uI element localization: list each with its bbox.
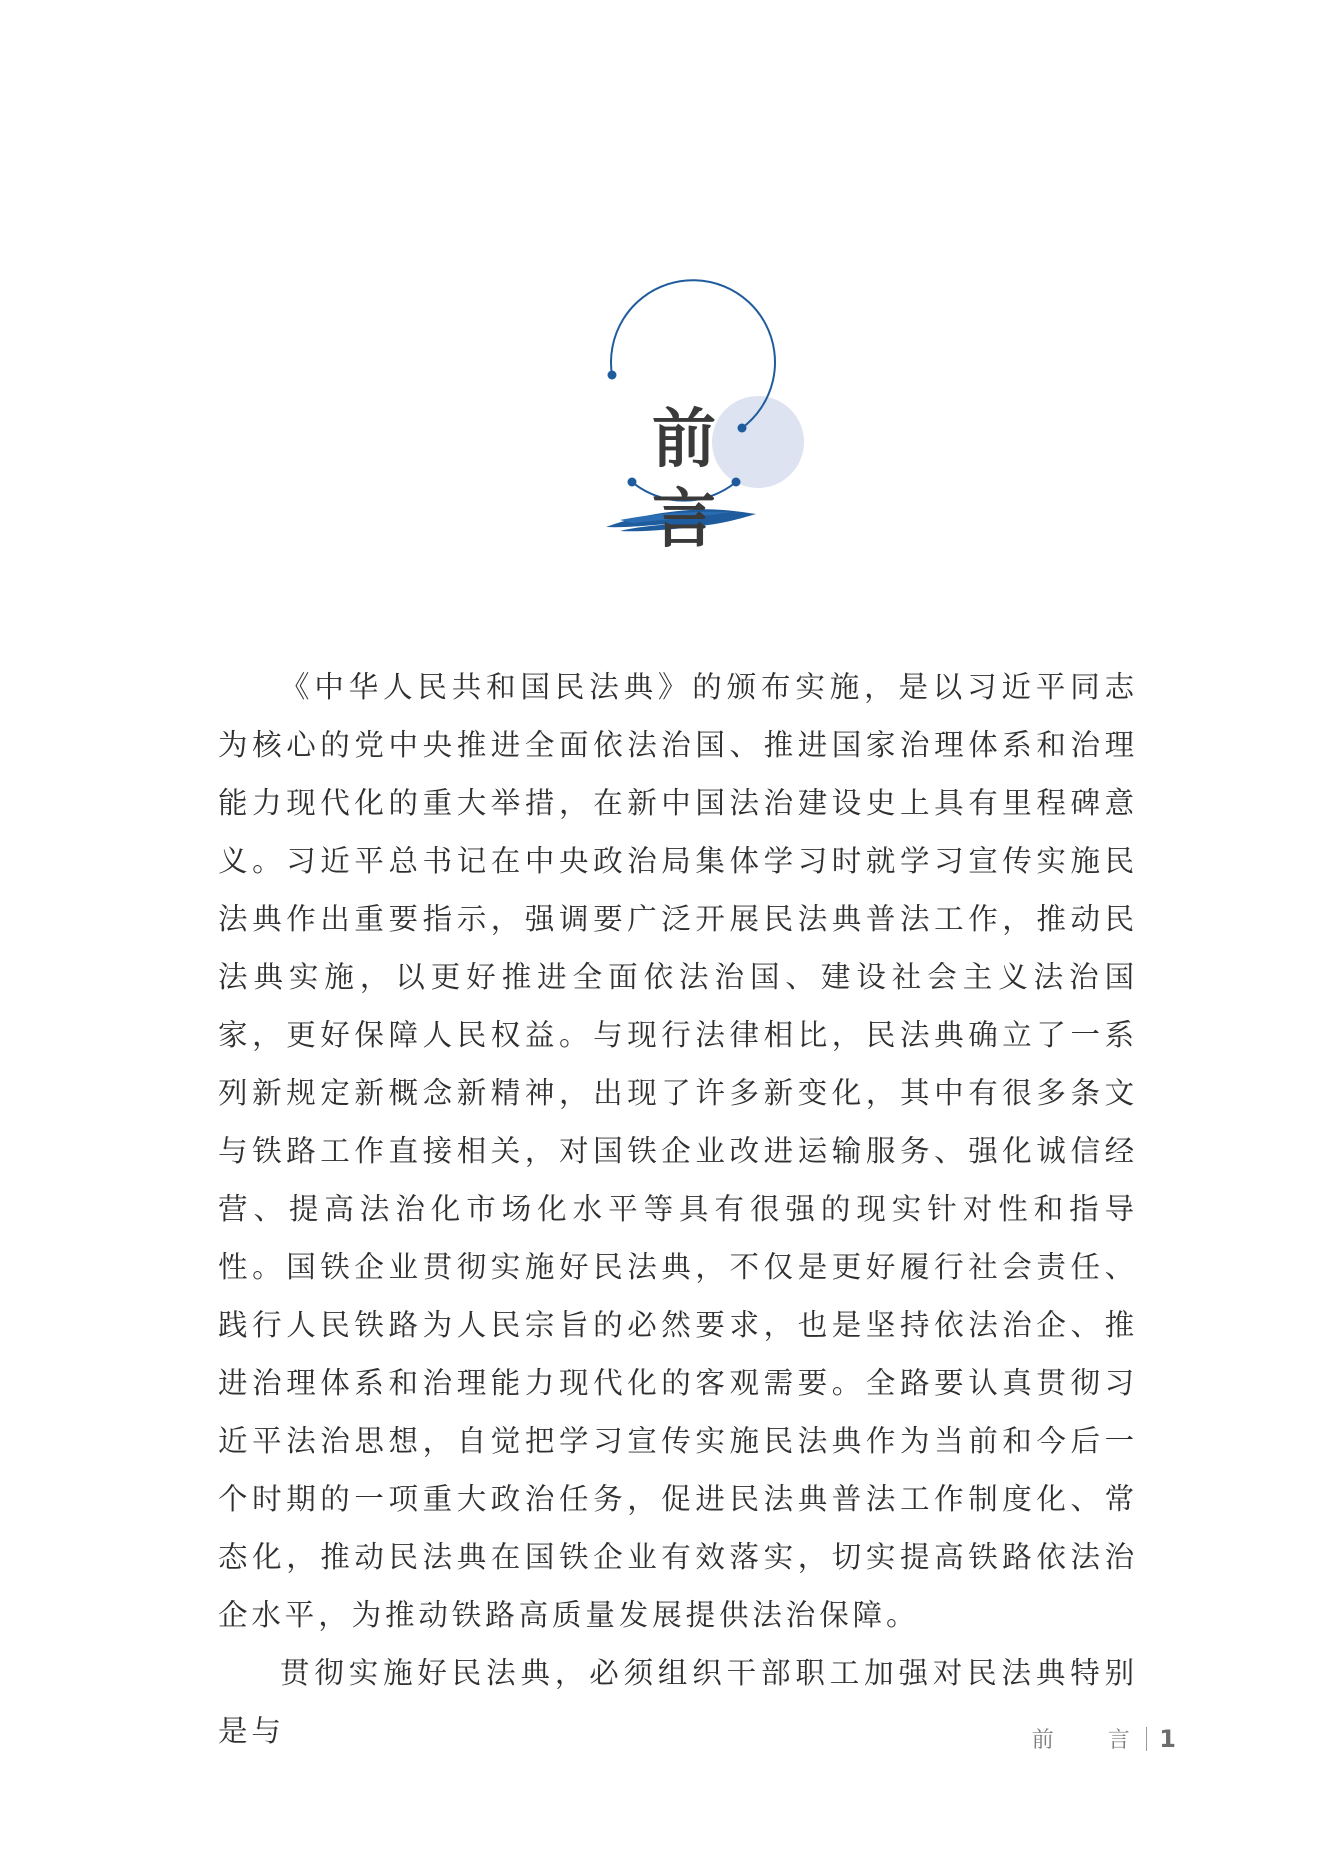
decor-dot [608, 371, 617, 380]
title-emblem [560, 322, 884, 557]
page-title: 前 言 [652, 402, 884, 557]
paragraph: 贯彻实施好民法典，必须组织干部职工加强对民法典特别是与 [218, 1656, 1138, 1748]
paragraph: 《中华人民共和国民法典》的颁布实施，是以习近平同志为核心的党中央推进全面依法治国、推进国家治理体系和治理能力现代化的重大举措，在新中国法治建设史上具有里程碑意义。习近平总书记在中央政治局集体学习时就学习宣传实施民法典作出重要指示，强调要广泛开展民法典普法工作，推动民法典实施，以更好推进全面依法治国、建设社会主义法治国家，更好保障人民权益。与现行法律相比，民法典确立了一系列新规定新概念新精神，出现了许多新变化，其中有很多条文与铁路工作直接相关，对国铁企业改进运输服务、强化诚信经营、提高法治化市场化水平等具有很强的现实针对性和指导性。国铁企业贯彻实施好民法典，不仅是更好履行社会责任、践行人民铁路为人民宗旨的必然要求，也是坚持依法治企、推进治理体系和治理能力现代化的客观需要。全路要认真贯彻习近平法治思想，自觉把学习宣传实施民法典作为当前和今后一个时期的一项重大政治任务，促进民法典普法工作制度化、常态化，推动民法典在国铁企业有效落实，切实提高铁路依法治企水平，为推动铁路高质量发展提供法治保障。 [218, 670, 1138, 1632]
page-number: 1 [1159, 1724, 1176, 1753]
footer-divider [1146, 1727, 1148, 1751]
footer-section-title: 前 言 [1031, 1728, 1146, 1753]
preface-body [218, 658, 1138, 1760]
page-footer [1032, 1723, 1176, 1754]
